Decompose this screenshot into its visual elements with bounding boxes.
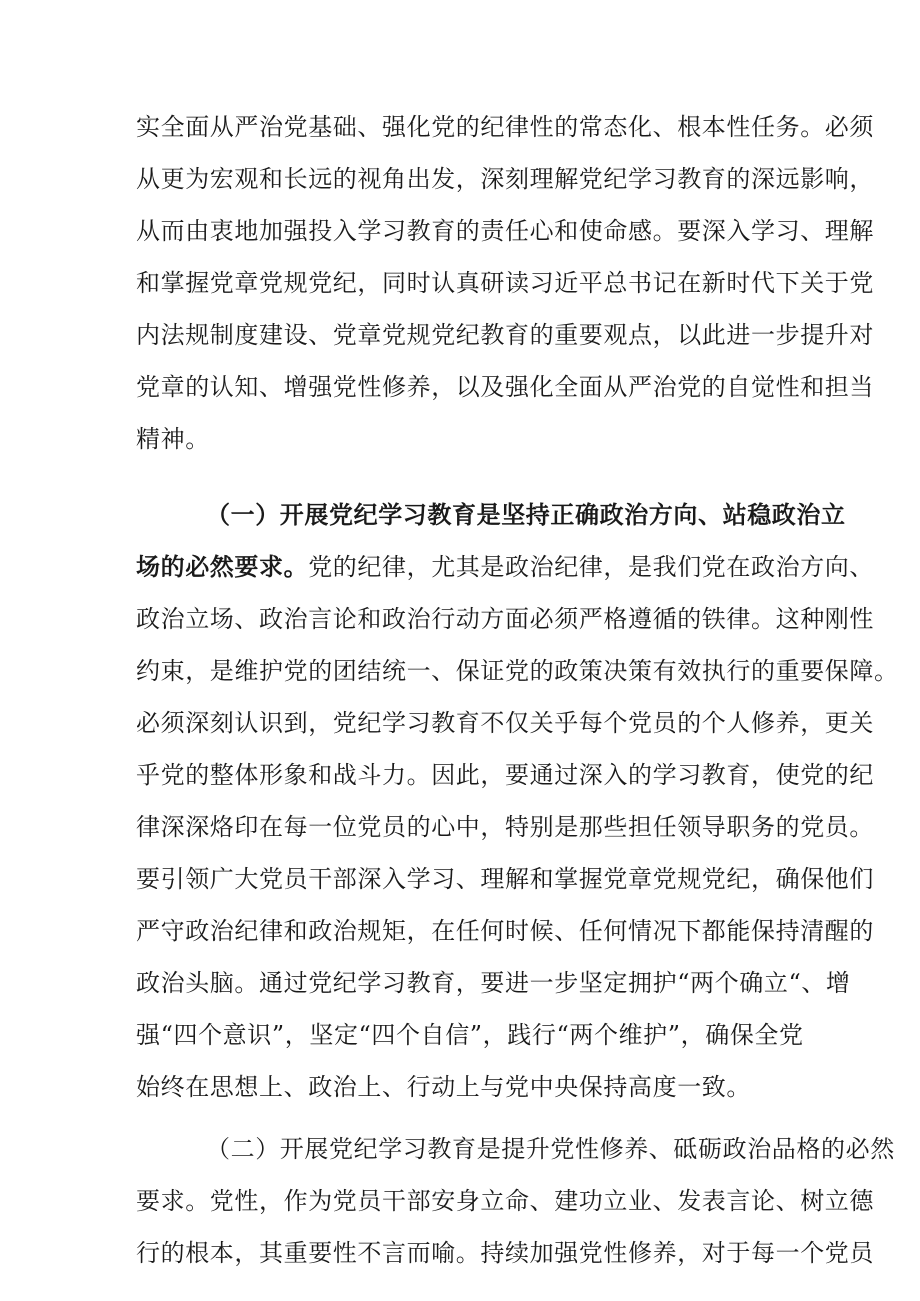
intro-line-7: 精神。: [136, 425, 210, 453]
section-1-line-8: 要引领广大党员干部深入学习、理解和掌握党章党规党纪，确保他们: [136, 865, 874, 893]
section-2-heading: （二）开展党纪学习教育是提升党性修养、砥砺政治品格的必然: [206, 1135, 895, 1163]
section-1-line-4: 约束，是维护党的团结统一、保证党的政策决策有效执行的重要保障。: [136, 657, 899, 685]
intro-line-3: 从而由衷地加强投入学习教育的责任心和使命感。要深入学习、理解: [136, 217, 874, 245]
section-1-line-3: 政治立场、政治言论和政治行动方面必须严格遵循的铁律。这种刚性: [136, 605, 874, 633]
section-1-line-2-rest: 党的纪律，尤其是政治纪律，是我们党在政治方向、: [308, 553, 875, 581]
section-1-heading-end: 场的必然要求。: [136, 552, 309, 581]
section-1-line-9: 严守政治纪律和政治规矩，在任何时候、任何情况下都能保持清醒的: [136, 917, 874, 945]
section-1-line-5: 必须深刻认识到，党纪学习教育不仅关乎每个党员的个人修养，更关: [136, 709, 874, 737]
section-1-line-7: 律深深烙印在每一位党员的心中，特别是那些担任领导职务的党员。: [136, 813, 874, 841]
section-1-line-11: 强“四个意识”，坚定“四个自信”，践行“两个维护”，确保全党: [136, 1021, 804, 1049]
section-1-heading: （一）开展党纪学习教育是坚持正确政治方向、站稳政治立: [206, 500, 846, 529]
section-1-line-12: 始终在思想上、政治上、行动上与党中央保持高度一致。: [136, 1073, 751, 1101]
intro-line-6: 党章的认知、增强党性修养，以及强化全面从严治党的自觉性和担当: [136, 373, 874, 401]
section-1-line-6: 乎党的整体形象和战斗力。因此，要通过深入的学习教育，使党的纪: [136, 761, 874, 789]
section-2-line-3: 行的根本，其重要性不言而喻。持续加强党性修养，对于每一个党员: [136, 1239, 874, 1267]
intro-line-5: 内法规制度建设、党章党规党纪教育的重要观点，以此进一步提升对: [136, 321, 874, 349]
section-1-line-2: [136, 552, 875, 582]
section-2-line-2: 要求。党性，作为党员干部安身立命、建功立业、发表言论、树立德: [136, 1187, 874, 1215]
intro-line-2: 从更为宏观和长远的视角出发，深刻理解党纪学习教育的深远影响，: [136, 165, 874, 193]
intro-line-1: 实全面从严治党基础、强化党的纪律性的常态化、根本性任务。必须: [136, 113, 874, 141]
section-1-line-10: 政治头脑。通过党纪学习教育，要进一步坚定拥护“两个确立“、增: [136, 969, 851, 997]
intro-line-4: 和掌握党章党规党纪，同时认真研读习近平总书记在新时代下关于党: [136, 269, 874, 297]
